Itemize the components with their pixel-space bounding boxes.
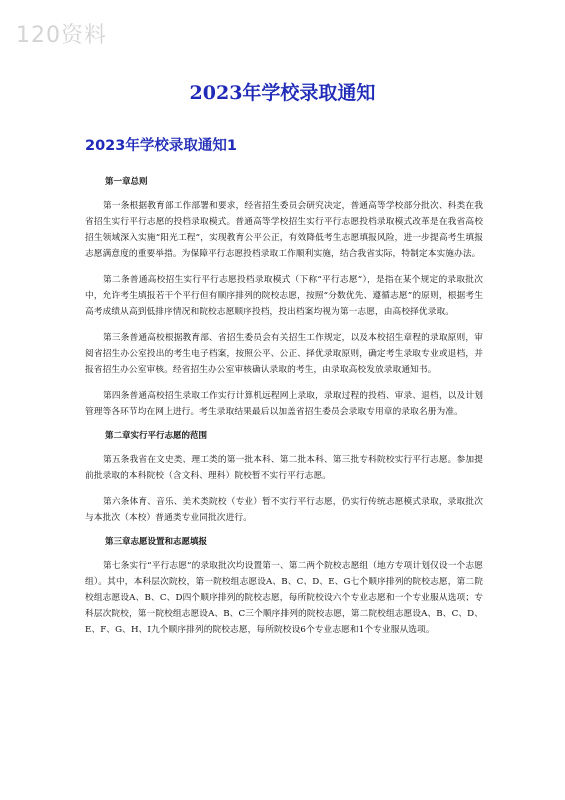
document-title: 2023年学校录取通知 xyxy=(189,82,376,104)
article-paragraph: 第六条体育、音乐、美术类院校（专业）暂不实行平行志愿，仍实行传统志愿模式录取，录取批次与本批次（本校）普通类专业同批次进行。 xyxy=(85,497,483,523)
watermark: 120资料 xyxy=(16,23,107,48)
chapter-heading: 第三章志愿设置和志愿填报 xyxy=(105,537,208,547)
document-body xyxy=(85,176,483,648)
article-paragraph: 第五条我省在文史类、理工类的第一批本科、第二批本科、第三批专科院校实行平行志愿。参加提前批录取的本科院校（含文科、理科）院校暂不实行平行志愿。 xyxy=(85,455,483,481)
article-paragraph: 第二条普通高校招生实行平行志愿投档录取模式（下称“平行志愿”），是指在某个规定的录取批次中，允许考生填报若干个平行但有顺序排列的院校志愿，按照“分数优先、遵循志愿”的原则，根据考生高考成绩从高到低排序情况和院校志愿顺序投档，投出档案均视为第一志愿，由高校择优录取。 xyxy=(85,275,483,317)
chapter-heading: 第二章实行平行志愿的范围 xyxy=(105,431,208,441)
article-paragraph: 第四条普通高校招生录取工作实行计算机远程网上录取，录取过程的投档、审录、退档，以及计划管理等各环节均在网上进行。考生录取结果最后以加盖省招生委员会录取专用章的录取名册为准。 xyxy=(85,391,483,417)
article-paragraph: 第三条普通高校根据教育部、省招生委员会有关招生工作规定，以及本校招生章程的录取原则，审阅省招生办公室投出的考生电子档案，按照公平、公正、择优录取原则，确定考生录取专业或退档，并报省招生办公室审核。经省招生办公室审核确认录取的考生，由录取高校发放录取通知书。 xyxy=(85,333,483,375)
chapter-heading: 第一章总则 xyxy=(105,177,148,187)
section-title: 2023年学校录取通知1 xyxy=(85,138,237,154)
article-paragraph: 第七条实行“平行志愿”的录取批次均设置第一、第二两个院校志愿组（地方专项计划仅设一个志愿组）。其中，本科层次院校，第一院校组志愿设A、B、C、D、E、G七个顺序排列的院校志愿，第二院校组志愿设A、B、C、D四个顺序排列的院校志愿，每所院校设六个专业志愿和一个专业服从选项；专科层次院校，第一院校组志愿设A、B、C三个顺序排列的院校志愿，第二院校组志愿设A、B、C、D、E、F、G、H、I九个顺序排列的院校志愿，每所院校设6个专业志愿和1个专业服从选项。 xyxy=(85,561,483,635)
article-paragraph: 第一条根据教育部工作部署和要求，经省招生委员会研究决定，普通高等学校部分批次、科类在我省招生实行平行志愿的投档录取模式。普通高等学校招生实行平行志愿投档录取模式改革是在我省高校招生领域深入实施“阳光工程”，实现教育公平公正，有效降低考生志愿填报风险，进一步提高考生填报志愿满意度的重要举措。为保障平行志愿投档录取工作顺利实施，结合我省实际，特制定本实施办法。 xyxy=(85,201,483,259)
